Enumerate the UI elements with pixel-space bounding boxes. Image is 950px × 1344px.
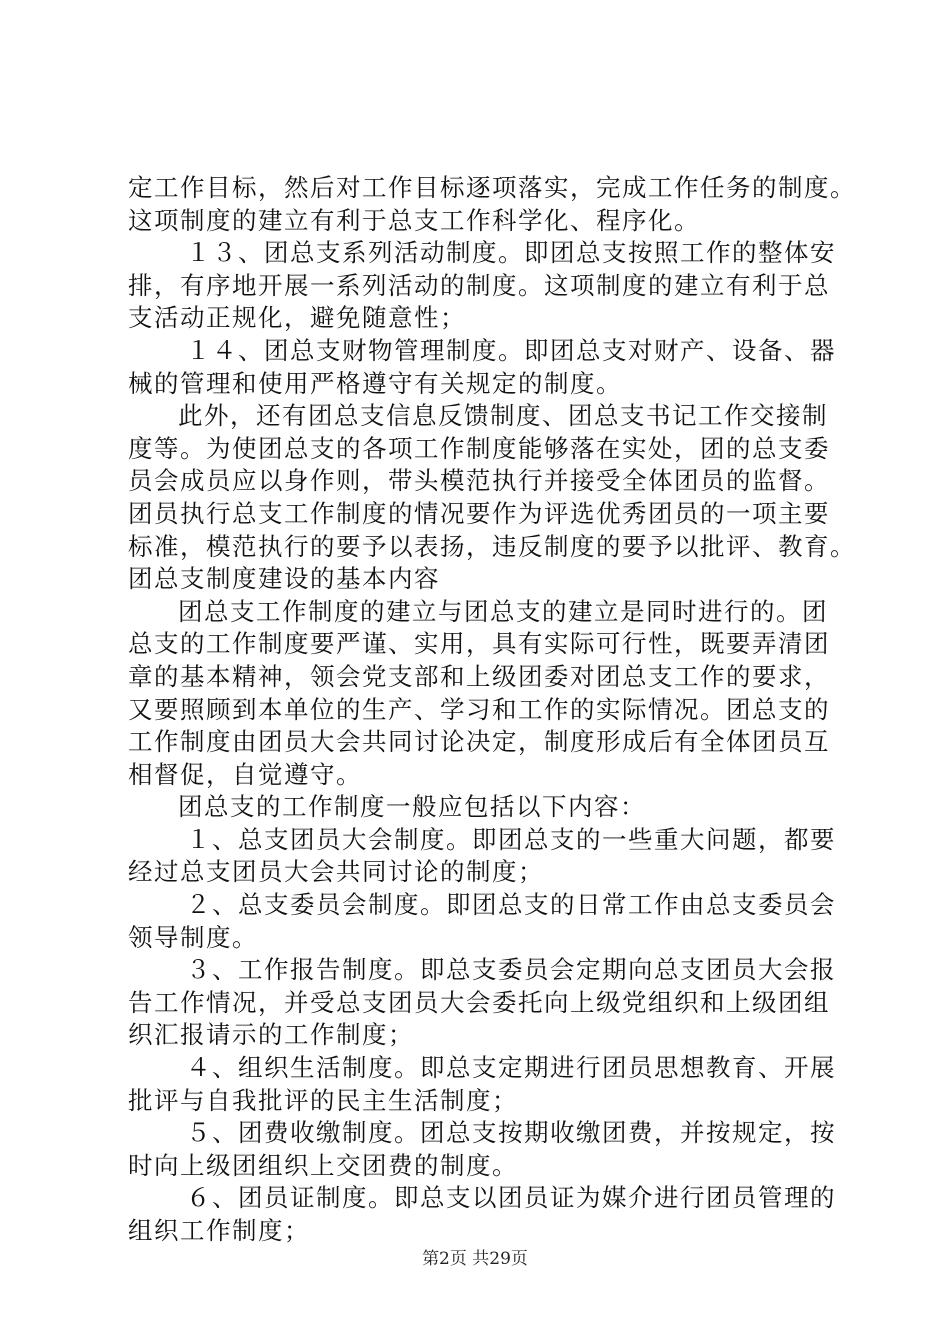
text-line: 度等。为使团总支的各项工作制度能够落在实处，团的总支委	[128, 433, 830, 463]
text-line: 标准，模范执行的要予以表扬，违反制度的要予以批评、教育。	[128, 531, 856, 561]
text-line: 团总支的工作制度一般应包括以下内容：	[178, 792, 646, 822]
text-line: 团总支工作制度的建立与团总支的建立是同时进行的。团	[178, 596, 828, 626]
page-number-footer: 第2页 共29页	[422, 1249, 528, 1269]
text-line: 相督促，自觉遵守。	[128, 759, 362, 789]
text-line: 章的基本精神，领会党支部和上级团委对团总支工作的要求，	[128, 661, 830, 691]
text-line: 工作制度由团员大会共同讨论决定，制度形成后有全体团员互	[128, 727, 830, 757]
document-body	[128, 172, 856, 1248]
text-line: 又要照顾到本单位的生产、学习和工作的实际情况。团总支的	[128, 694, 830, 724]
text-line: 团员执行总支工作制度的情况要作为评选优秀团员的一项主要	[128, 498, 830, 528]
text-line: 时向上级团组织上交团费的制度。	[128, 1150, 518, 1180]
text-line: １４、团总支财物管理制度。即团总支对财产、设备、器	[186, 335, 836, 365]
text-line: 定工作目标，然后对工作目标逐项落实，完成工作任务的制度。	[128, 173, 856, 202]
text-line: 经过总支团员大会共同讨论的制度；	[128, 857, 544, 887]
text-line: １３、团总支系列活动制度。即团总支按照工作的整体安	[186, 238, 836, 268]
text-line: 织汇报请示的工作制度；	[128, 1020, 414, 1050]
text-line: 此外，还有团总支信息反馈制度、团总支书记工作交接制	[178, 401, 828, 431]
list-item: ５、团费收缴制度。团总支按期收缴团费，并按规定，按	[186, 1118, 836, 1148]
text-line: 总支的工作制度要严谨、实用，具有实际可行性，既要弄清团	[128, 629, 830, 659]
text-line: 批评与自我批评的民主生活制度；	[128, 1085, 518, 1115]
list-item: ２、总支委员会制度。即团总支的日常工作由总支委员会	[186, 890, 836, 920]
list-item: １、总支团员大会制度。即团总支的一些重大问题，都要	[186, 824, 836, 854]
text-line: 械的管理和使用严格遵守有关规定的制度。	[128, 368, 622, 398]
text-line: 组织工作制度；	[128, 1216, 310, 1245]
text-line: 员会成员应以身作则，带头模范执行并接受全体团员的监督。	[128, 466, 830, 496]
text-line: 领导制度。	[128, 922, 258, 952]
text-line: 这项制度的建立有利于总支工作科学化、程序化。	[128, 205, 700, 235]
list-item: ４、组织生活制度。即总支定期进行团员思想教育、开展	[186, 1053, 836, 1083]
section-heading: 团总支制度建设的基本内容	[128, 564, 440, 594]
list-item: ６、团员证制度。即总支以团员证为媒介进行团员管理的	[186, 1183, 836, 1213]
text-line: 支活动正规化，避免随意性；	[128, 303, 466, 333]
text-line: 告工作情况，并受总支团员大会委托向上级党组织和上级团组	[128, 987, 830, 1017]
list-item: ３、工作报告制度。即总支委员会定期向总支团员大会报	[186, 955, 836, 985]
text-line: 排，有序地开展一系列活动的制度。这项制度的建立有利于总	[128, 270, 830, 300]
